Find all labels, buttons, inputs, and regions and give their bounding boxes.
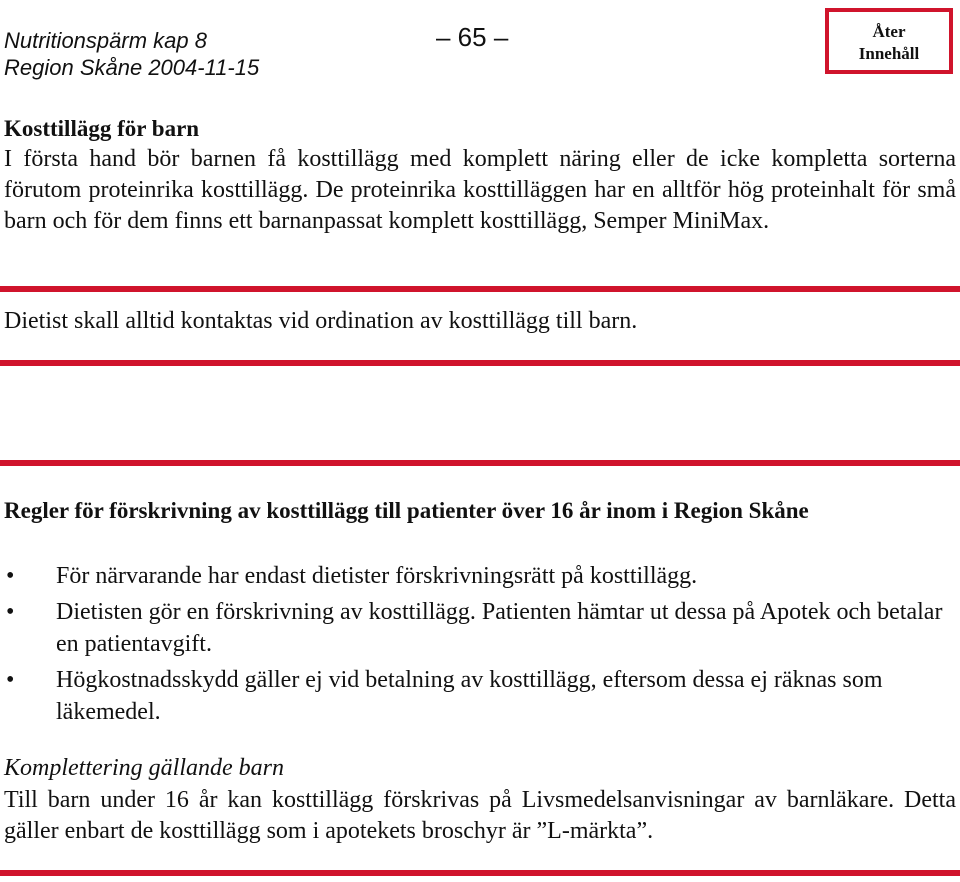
subheading-supplement: Komplettering gällande barn xyxy=(4,755,284,781)
document-date: Region Skåne 2004-11-15 xyxy=(4,55,260,80)
divider xyxy=(0,870,960,876)
section-paragraph-children: I första hand bör barnen få kosttillägg med komplett näring eller de icke kompletta sorterna förutom proteinrika kosttillägg. De proteinrika kosttilläggen har en alltför hög proteinhalt för små barn och för dem finns ett barnanpassat komplett kosttillägg, Semper MiniMax. xyxy=(4,146,956,234)
rules-list xyxy=(4,560,956,732)
divider xyxy=(0,360,960,366)
supplement-paragraph: Till barn under 16 år kan kosttillägg förskrivas på Livsmedelsanvisningar av barnläkare. Detta gäller enbart de kosttillägg som i apotekets broschyr är ”L-märkta”. xyxy=(4,787,956,844)
back-button-line1: Åter xyxy=(872,22,906,41)
back-to-contents-button[interactable] xyxy=(825,8,953,74)
divider xyxy=(0,286,960,292)
list-item: • För närvarande har endast dietister förskrivningsrätt på kosttillägg. xyxy=(4,560,956,592)
section-heading-children: Kosttillägg för barn xyxy=(4,116,200,141)
dietitian-note: Dietist skall alltid kontaktas vid ordination av kosttillägg till barn. xyxy=(4,308,638,334)
divider xyxy=(0,460,960,466)
section-heading-rules: Regler för förskrivning av kosttillägg till patienter över 16 år inom i Region Skåne xyxy=(4,498,809,523)
list-item: • Dietisten gör en förskrivning av kosttillägg. Patienten hämtar ut dessa på Apotek och betalar en patientavgift. xyxy=(4,596,956,660)
document-title: Nutritionspärm kap 8 xyxy=(4,28,207,53)
back-button-line2: Innehåll xyxy=(858,44,920,63)
page-number: – 65 – xyxy=(436,22,509,52)
list-item: • Högkostnadsskydd gäller ej vid betalning av kosttillägg, eftersom dessa ej räknas som läkemedel. xyxy=(4,664,956,728)
